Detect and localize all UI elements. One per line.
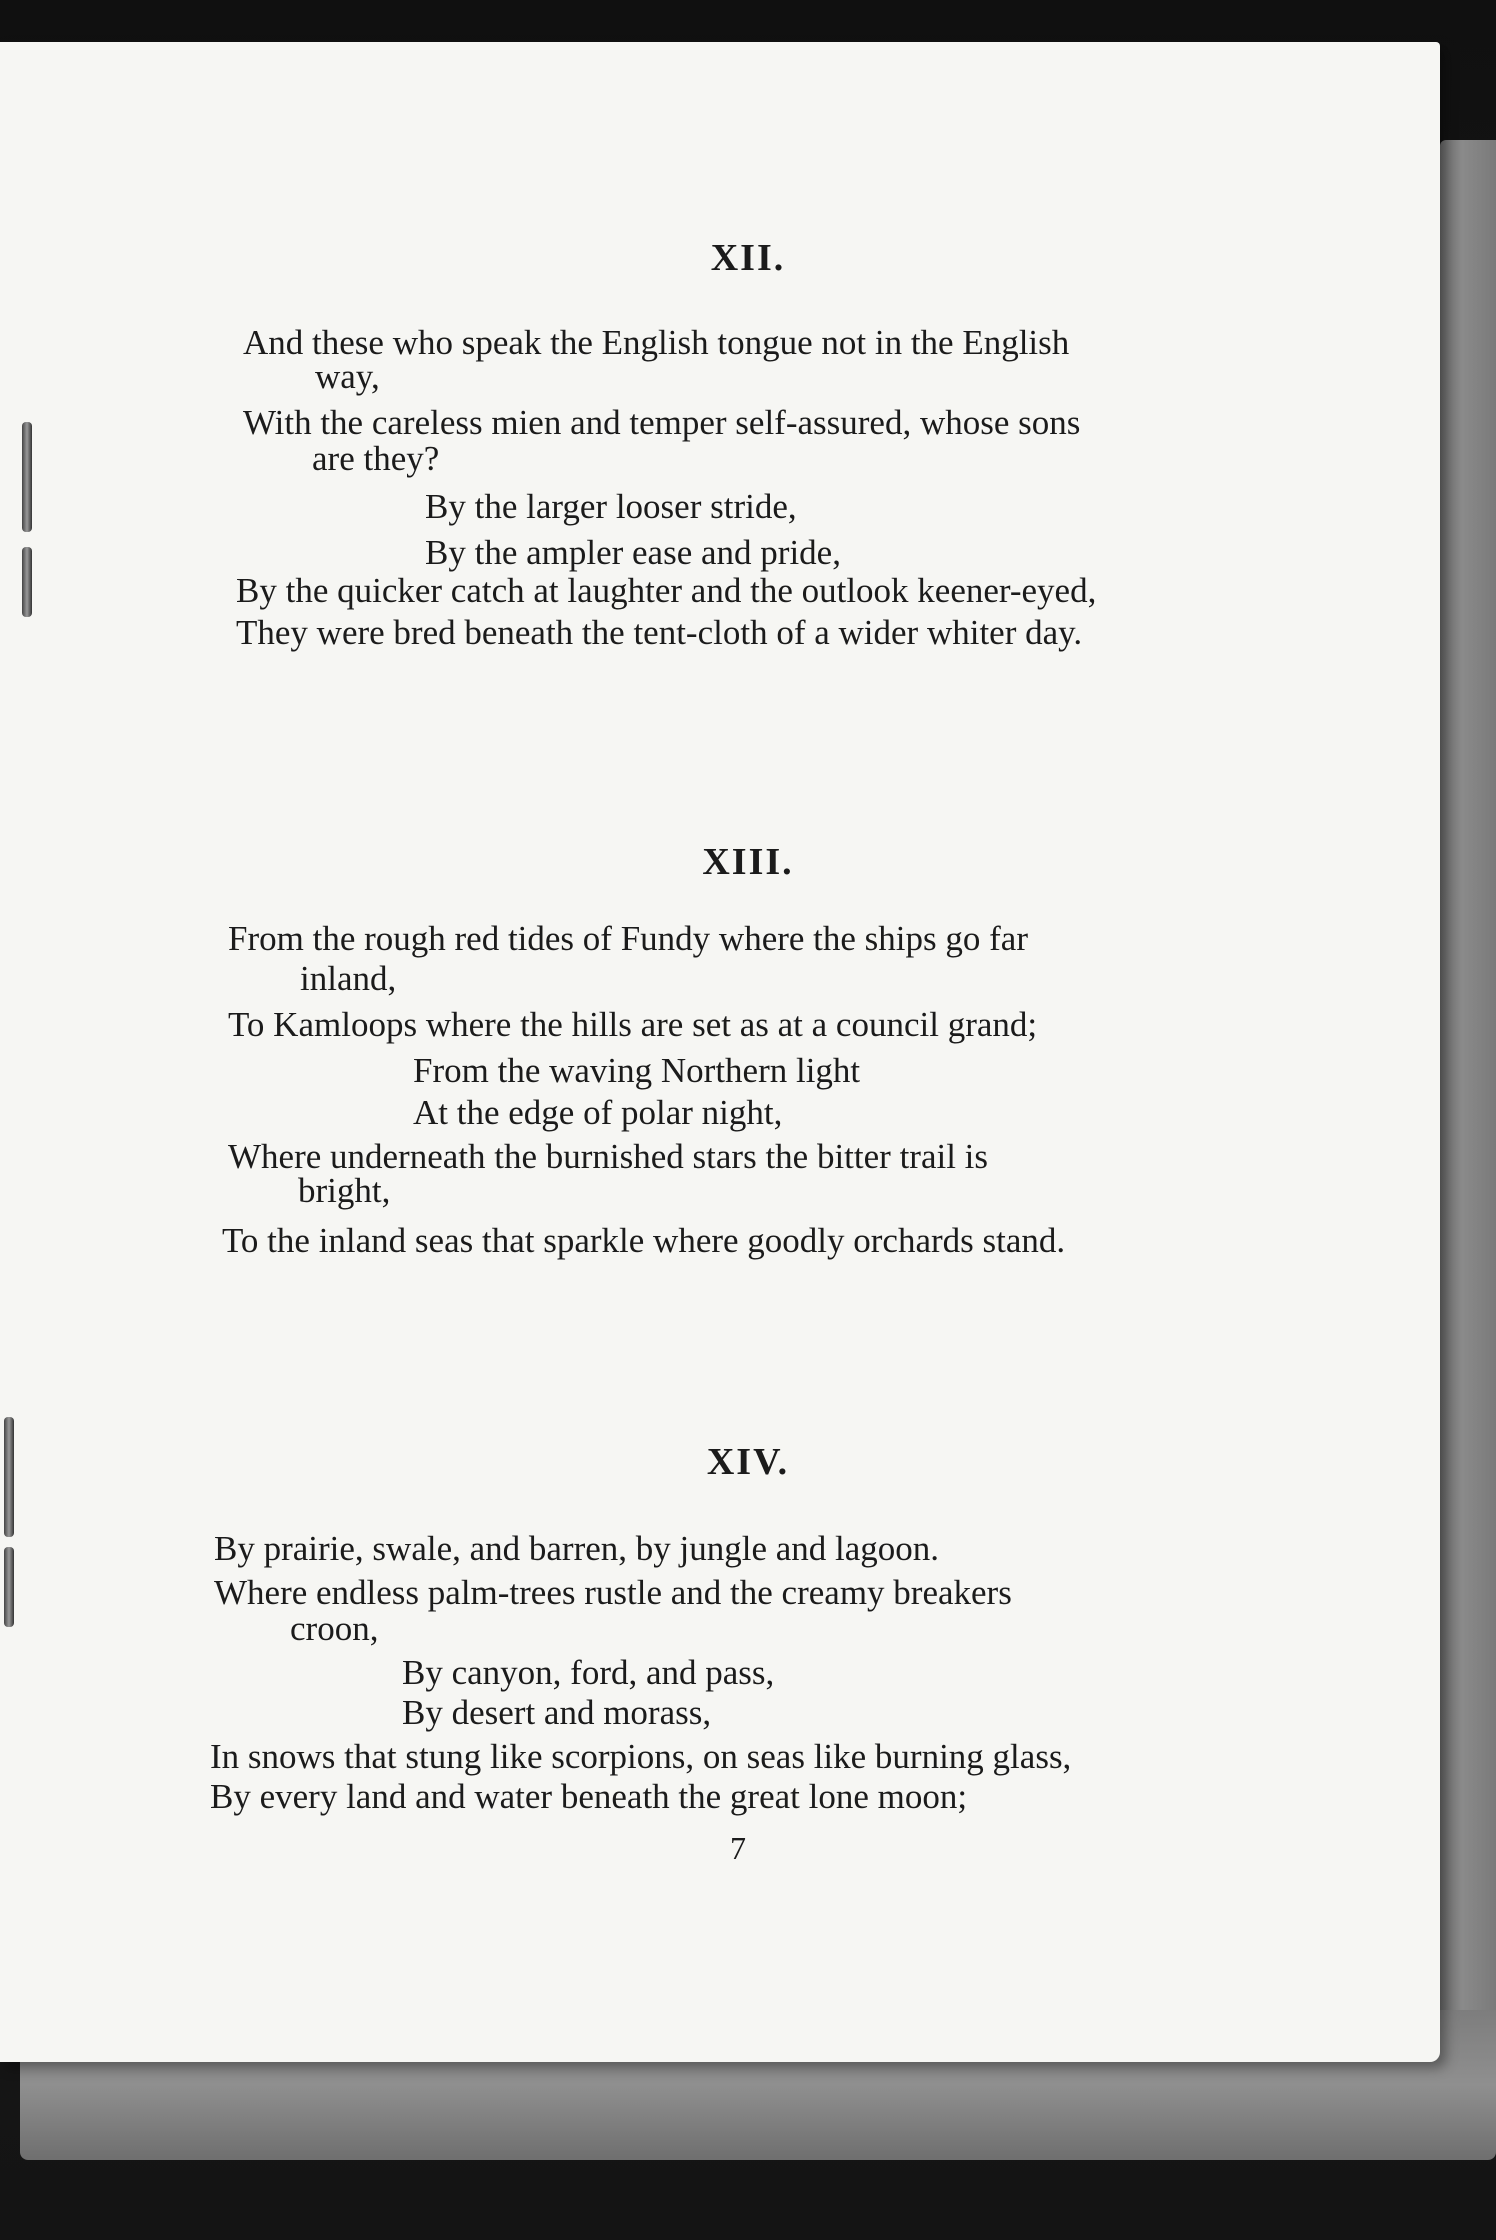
verse-line: croon, [290, 1609, 379, 1648]
verse-line: From the rough red tides of Fundy where the ships go far [228, 919, 1028, 958]
section-heading-xiv: XIV. [706, 1441, 790, 1483]
verse-line: Where underneath the burnished stars the bitter trail is [228, 1137, 989, 1176]
verse-line: And these who speak the English tongue not in the English [243, 323, 1070, 362]
verse-line: To Kamloops where the hills are set as at a council grand; [228, 1005, 1038, 1044]
verse-line: From the waving Northern light [413, 1051, 861, 1090]
verse-line: Where endless palm-trees rustle and the creamy breakers [214, 1573, 1012, 1612]
verse-line: By canyon, ford, and pass, [402, 1653, 775, 1692]
verse-line: inland, [300, 959, 397, 998]
verse-line: With the careless mien and temper self-assured, whose sons [243, 403, 1081, 442]
verse-line: By prairie, swale, and barren, by jungle and lagoon. [214, 1529, 940, 1568]
verse-line: At the edge of polar night, [413, 1093, 783, 1132]
verse-line: are they? [312, 439, 440, 478]
verse-line: By the larger looser stride, [425, 487, 797, 526]
page-number: 7 [730, 1830, 746, 1866]
section-heading-xii: XII. [710, 237, 786, 279]
verse-line: bright, [298, 1171, 391, 1210]
section-heading-xiii: XIII. [702, 841, 794, 883]
verse-line: way, [315, 357, 380, 396]
verse-line: In snows that stung like scorpions, on seas like burning glass, [210, 1737, 1072, 1776]
verse-line: By the ampler ease and pride, [425, 533, 841, 572]
verse-line: By the quicker catch at laughter and the outlook keener-eyed, [236, 571, 1097, 610]
verse-line: By every land and water beneath the great lone moon; [210, 1777, 968, 1816]
verse-line: To the inland seas that sparkle where goodly orchards stand. [222, 1221, 1066, 1260]
verse-line: They were bred beneath the tent-cloth of a wider whiter day. [236, 613, 1083, 652]
verse-line: By desert and morass, [402, 1693, 712, 1732]
